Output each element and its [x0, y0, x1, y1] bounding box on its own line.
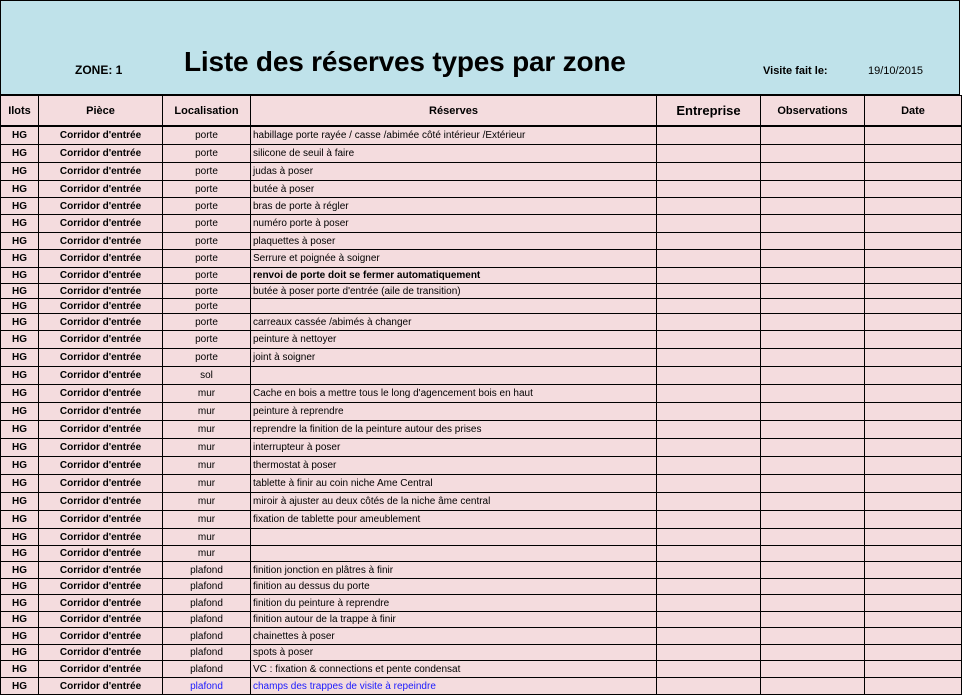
observations-cell[interactable] — [761, 612, 865, 628]
localisation-cell[interactable]: mur — [163, 439, 251, 457]
observations-cell[interactable] — [761, 367, 865, 385]
date-cell[interactable] — [865, 661, 962, 678]
date-cell[interactable] — [865, 457, 962, 475]
ilot-cell[interactable]: HG — [1, 612, 39, 628]
entreprise-cell[interactable] — [657, 493, 761, 511]
localisation-cell[interactable]: porte — [163, 268, 251, 284]
col-header-ilots[interactable]: Ilots — [1, 96, 39, 127]
date-cell[interactable] — [865, 181, 962, 198]
observations-cell[interactable] — [761, 421, 865, 439]
reserve-cell[interactable]: spots à poser — [251, 645, 657, 661]
observations-cell[interactable] — [761, 628, 865, 645]
entreprise-cell[interactable] — [657, 145, 761, 163]
entreprise-cell[interactable] — [657, 678, 761, 695]
reserve-cell[interactable]: thermostat à poser — [251, 457, 657, 475]
piece-cell[interactable]: Corridor d'entrée — [39, 367, 163, 385]
ilot-cell[interactable]: HG — [1, 145, 39, 163]
entreprise-cell[interactable] — [657, 529, 761, 546]
table-row — [1, 349, 962, 367]
table-row — [1, 299, 962, 314]
reserve-cell[interactable]: peinture à nettoyer — [251, 331, 657, 349]
date-cell[interactable] — [865, 439, 962, 457]
date-cell[interactable] — [865, 562, 962, 579]
ilot-cell[interactable]: HG — [1, 215, 39, 233]
observations-cell[interactable] — [761, 511, 865, 529]
entreprise-cell[interactable] — [657, 181, 761, 198]
table-row — [1, 181, 962, 198]
date-cell[interactable] — [865, 678, 962, 695]
table-row — [1, 562, 962, 579]
reserve-cell[interactable]: silicone de seuil à faire — [251, 145, 657, 163]
localisation-cell[interactable]: plafond — [163, 678, 251, 695]
table-row — [1, 439, 962, 457]
reserve-cell[interactable]: Serrure et poignée à soigner — [251, 250, 657, 268]
table-row — [1, 215, 962, 233]
table-row — [1, 268, 962, 284]
entreprise-cell[interactable] — [657, 595, 761, 612]
reserve-cell[interactable]: finition jonction en plâtres à finir — [251, 562, 657, 579]
localisation-cell[interactable]: porte — [163, 250, 251, 268]
piece-cell[interactable]: Corridor d'entrée — [39, 661, 163, 678]
piece-cell[interactable]: Corridor d'entrée — [39, 546, 163, 562]
col-header-piece[interactable]: Pièce — [39, 96, 163, 127]
localisation-cell[interactable]: mur — [163, 403, 251, 421]
ilot-cell[interactable]: HG — [1, 284, 39, 299]
localisation-cell[interactable]: mur — [163, 493, 251, 511]
ilot-cell[interactable]: HG — [1, 126, 39, 145]
localisation-cell[interactable]: plafond — [163, 661, 251, 678]
entreprise-cell[interactable] — [657, 628, 761, 645]
observations-cell[interactable] — [761, 403, 865, 421]
reserve-cell[interactable]: judas à poser — [251, 163, 657, 181]
entreprise-cell[interactable] — [657, 612, 761, 628]
entreprise-cell[interactable] — [657, 233, 761, 250]
reserve-cell[interactable] — [251, 529, 657, 546]
ilot-cell[interactable]: HG — [1, 579, 39, 595]
table-row — [1, 612, 962, 628]
ilot-cell[interactable]: HG — [1, 475, 39, 493]
ilot-cell[interactable]: HG — [1, 511, 39, 529]
observations-cell[interactable] — [761, 299, 865, 314]
table-row — [1, 314, 962, 331]
piece-cell[interactable]: Corridor d'entrée — [39, 163, 163, 181]
localisation-cell[interactable]: mur — [163, 475, 251, 493]
entreprise-cell[interactable] — [657, 250, 761, 268]
entreprise-cell[interactable] — [657, 284, 761, 299]
table-row — [1, 475, 962, 493]
reserve-cell[interactable]: finition du peinture à reprendre — [251, 595, 657, 612]
entreprise-cell[interactable] — [657, 349, 761, 367]
table-row — [1, 385, 962, 403]
observations-cell[interactable] — [761, 645, 865, 661]
observations-cell[interactable] — [761, 546, 865, 562]
reserve-cell[interactable]: fixation de tablette pour ameublement — [251, 511, 657, 529]
piece-cell[interactable]: Corridor d'entrée — [39, 612, 163, 628]
ilot-cell[interactable]: HG — [1, 331, 39, 349]
date-cell[interactable] — [865, 612, 962, 628]
piece-cell[interactable]: Corridor d'entrée — [39, 284, 163, 299]
entreprise-cell[interactable] — [657, 511, 761, 529]
reserve-cell[interactable]: butée à poser — [251, 181, 657, 198]
observations-cell[interactable] — [761, 475, 865, 493]
table-row — [1, 126, 962, 145]
entreprise-cell[interactable] — [657, 546, 761, 562]
ilot-cell[interactable]: HG — [1, 314, 39, 331]
entreprise-cell[interactable] — [657, 403, 761, 421]
date-cell[interactable] — [865, 385, 962, 403]
observations-cell[interactable] — [761, 457, 865, 475]
date-cell[interactable] — [865, 314, 962, 331]
table-row — [1, 493, 962, 511]
piece-cell[interactable]: Corridor d'entrée — [39, 385, 163, 403]
localisation-cell[interactable]: mur — [163, 529, 251, 546]
piece-cell[interactable]: Corridor d'entrée — [39, 678, 163, 695]
entreprise-cell[interactable] — [657, 198, 761, 215]
localisation-cell[interactable]: porte — [163, 145, 251, 163]
observations-cell[interactable] — [761, 439, 865, 457]
date-cell[interactable] — [865, 250, 962, 268]
date-cell[interactable] — [865, 367, 962, 385]
observations-cell[interactable] — [761, 145, 865, 163]
entreprise-cell[interactable] — [657, 367, 761, 385]
observations-cell[interactable] — [761, 349, 865, 367]
ilot-cell[interactable]: HG — [1, 628, 39, 645]
piece-cell[interactable]: Corridor d'entrée — [39, 198, 163, 215]
reserve-cell[interactable]: Cache en bois a mettre tous le long d'agencement bois en haut — [251, 385, 657, 403]
reserve-cell[interactable]: interrupteur à poser — [251, 439, 657, 457]
col-header-reserves[interactable]: Réserves — [251, 96, 657, 127]
piece-cell[interactable]: Corridor d'entrée — [39, 529, 163, 546]
col-header-localisation[interactable]: Localisation — [163, 96, 251, 127]
zone-label: ZONE: 1 — [75, 63, 123, 77]
date-cell[interactable] — [865, 349, 962, 367]
piece-cell[interactable]: Corridor d'entrée — [39, 645, 163, 661]
localisation-cell[interactable]: mur — [163, 421, 251, 439]
piece-cell[interactable]: Corridor d'entrée — [39, 562, 163, 579]
reserve-cell[interactable]: carreaux cassée /abimés à changer — [251, 314, 657, 331]
localisation-cell[interactable]: mur — [163, 546, 251, 562]
col-header-date[interactable]: Date — [865, 96, 962, 127]
entreprise-cell[interactable] — [657, 579, 761, 595]
reserve-cell[interactable]: reprendre la finition de la peinture autour des prises — [251, 421, 657, 439]
localisation-cell[interactable]: plafond — [163, 579, 251, 595]
piece-cell[interactable]: Corridor d'entrée — [39, 595, 163, 612]
reserve-cell[interactable]: chainettes à poser — [251, 628, 657, 645]
table-row — [1, 457, 962, 475]
localisation-cell[interactable]: porte — [163, 215, 251, 233]
observations-cell[interactable] — [761, 493, 865, 511]
table-row — [1, 331, 962, 349]
date-cell[interactable] — [865, 268, 962, 284]
date-cell[interactable] — [865, 198, 962, 215]
localisation-cell[interactable]: plafond — [163, 612, 251, 628]
table-row — [1, 284, 962, 299]
piece-cell[interactable]: Corridor d'entrée — [39, 331, 163, 349]
table-row — [1, 678, 962, 695]
ilot-cell[interactable]: HG — [1, 250, 39, 268]
reserve-cell[interactable]: numéro porte à poser — [251, 215, 657, 233]
table-row — [1, 250, 962, 268]
date-cell[interactable] — [865, 421, 962, 439]
localisation-cell[interactable]: porte — [163, 163, 251, 181]
ilot-cell[interactable]: HG — [1, 385, 39, 403]
piece-cell[interactable]: Corridor d'entrée — [39, 349, 163, 367]
reserve-cell[interactable]: tablette à finir au coin niche Ame Central — [251, 475, 657, 493]
entreprise-cell[interactable] — [657, 314, 761, 331]
entreprise-cell[interactable] — [657, 331, 761, 349]
table-row — [1, 579, 962, 595]
reserve-cell[interactable]: renvoi de porte doit se fermer automatiquement — [251, 268, 657, 284]
table-row — [1, 645, 962, 661]
piece-cell[interactable]: Corridor d'entrée — [39, 439, 163, 457]
localisation-cell[interactable]: sol — [163, 367, 251, 385]
entreprise-cell[interactable] — [657, 562, 761, 579]
reserve-cell[interactable]: champs des trappes de visite à repeindre — [251, 678, 657, 695]
date-cell[interactable] — [865, 645, 962, 661]
piece-cell[interactable]: Corridor d'entrée — [39, 233, 163, 250]
entreprise-cell[interactable] — [657, 163, 761, 181]
table-row — [1, 367, 962, 385]
reserve-cell[interactable]: finition au dessus du porte — [251, 579, 657, 595]
observations-cell[interactable] — [761, 385, 865, 403]
entreprise-cell[interactable] — [657, 457, 761, 475]
piece-cell[interactable]: Corridor d'entrée — [39, 579, 163, 595]
date-cell[interactable] — [865, 233, 962, 250]
observations-cell[interactable] — [761, 529, 865, 546]
table-row — [1, 163, 962, 181]
ilot-cell[interactable]: HG — [1, 493, 39, 511]
entreprise-cell[interactable] — [657, 299, 761, 314]
date-cell[interactable] — [865, 331, 962, 349]
reserves-table — [0, 95, 962, 695]
piece-cell[interactable]: Corridor d'entrée — [39, 181, 163, 198]
ilot-cell[interactable]: HG — [1, 457, 39, 475]
observations-cell[interactable] — [761, 250, 865, 268]
date-cell[interactable] — [865, 145, 962, 163]
date-cell[interactable] — [865, 215, 962, 233]
observations-cell[interactable] — [761, 126, 865, 145]
entreprise-cell[interactable] — [657, 439, 761, 457]
piece-cell[interactable]: Corridor d'entrée — [39, 299, 163, 314]
observations-cell[interactable] — [761, 268, 865, 284]
piece-cell[interactable]: Corridor d'entrée — [39, 250, 163, 268]
ilot-cell[interactable]: HG — [1, 367, 39, 385]
reserve-cell[interactable]: bras de porte à régler — [251, 198, 657, 215]
date-cell[interactable] — [865, 299, 962, 314]
ilot-cell[interactable]: HG — [1, 645, 39, 661]
date-cell[interactable] — [865, 546, 962, 562]
reserve-cell[interactable] — [251, 367, 657, 385]
col-header-observations[interactable]: Observations — [761, 96, 865, 127]
reserve-cell[interactable]: joint à soigner — [251, 349, 657, 367]
reserve-cell[interactable] — [251, 546, 657, 562]
reserve-cell[interactable]: butée à poser porte d'entrée (aile de transition) — [251, 284, 657, 299]
ilot-cell[interactable]: HG — [1, 198, 39, 215]
date-cell[interactable] — [865, 628, 962, 645]
table-row — [1, 403, 962, 421]
piece-cell[interactable]: Corridor d'entrée — [39, 511, 163, 529]
table-row — [1, 511, 962, 529]
ilot-cell[interactable]: HG — [1, 233, 39, 250]
localisation-cell[interactable]: mur — [163, 457, 251, 475]
table-header-row — [1, 96, 962, 127]
entreprise-cell[interactable] — [657, 215, 761, 233]
table-row — [1, 198, 962, 215]
ilot-cell[interactable]: HG — [1, 421, 39, 439]
date-cell[interactable] — [865, 403, 962, 421]
table-row — [1, 233, 962, 250]
table-row — [1, 628, 962, 645]
observations-cell[interactable] — [761, 198, 865, 215]
piece-cell[interactable]: Corridor d'entrée — [39, 475, 163, 493]
reserve-cell[interactable]: plaquettes à poser — [251, 233, 657, 250]
header-banner — [0, 0, 960, 95]
entreprise-cell[interactable] — [657, 475, 761, 493]
ilot-cell[interactable]: HG — [1, 595, 39, 612]
piece-cell[interactable]: Corridor d'entrée — [39, 126, 163, 145]
ilot-cell[interactable]: HG — [1, 181, 39, 198]
col-header-entreprise[interactable]: Entreprise — [657, 96, 761, 127]
reserve-cell[interactable]: habillage porte rayée / casse /abimée côté intérieur /Extérieur — [251, 126, 657, 145]
localisation-cell[interactable]: porte — [163, 181, 251, 198]
reserve-cell[interactable]: peinture à reprendre — [251, 403, 657, 421]
piece-cell[interactable]: Corridor d'entrée — [39, 403, 163, 421]
date-cell[interactable] — [865, 163, 962, 181]
localisation-cell[interactable]: porte — [163, 331, 251, 349]
observations-cell[interactable] — [761, 331, 865, 349]
observations-cell[interactable] — [761, 314, 865, 331]
reserve-cell[interactable]: finition autour de la trappe à finir — [251, 612, 657, 628]
ilot-cell[interactable]: HG — [1, 678, 39, 695]
observations-cell[interactable] — [761, 233, 865, 250]
ilot-cell[interactable]: HG — [1, 403, 39, 421]
entreprise-cell[interactable] — [657, 126, 761, 145]
reserve-cell[interactable]: miroir à ajuster au deux côtés de la niche âme central — [251, 493, 657, 511]
localisation-cell[interactable]: plafond — [163, 562, 251, 579]
observations-cell[interactable] — [761, 215, 865, 233]
localisation-cell[interactable]: porte — [163, 284, 251, 299]
ilot-cell[interactable]: HG — [1, 268, 39, 284]
date-cell[interactable] — [865, 529, 962, 546]
piece-cell[interactable]: Corridor d'entrée — [39, 215, 163, 233]
date-cell[interactable] — [865, 511, 962, 529]
localisation-cell[interactable]: porte — [163, 126, 251, 145]
date-cell[interactable] — [865, 284, 962, 299]
ilot-cell[interactable]: HG — [1, 349, 39, 367]
localisation-cell[interactable]: porte — [163, 349, 251, 367]
table-row — [1, 145, 962, 163]
piece-cell[interactable]: Corridor d'entrée — [39, 421, 163, 439]
observations-cell[interactable] — [761, 562, 865, 579]
table-row — [1, 661, 962, 678]
localisation-cell[interactable]: plafond — [163, 595, 251, 612]
piece-cell[interactable]: Corridor d'entrée — [39, 457, 163, 475]
entreprise-cell[interactable] — [657, 268, 761, 284]
observations-cell[interactable] — [761, 595, 865, 612]
piece-cell[interactable]: Corridor d'entrée — [39, 493, 163, 511]
observations-cell[interactable] — [761, 284, 865, 299]
date-cell[interactable] — [865, 126, 962, 145]
localisation-cell[interactable]: plafond — [163, 645, 251, 661]
entreprise-cell[interactable] — [657, 421, 761, 439]
entreprise-cell[interactable] — [657, 385, 761, 403]
reserve-cell[interactable]: VC : fixation & connections et pente condensat — [251, 661, 657, 678]
observations-cell[interactable] — [761, 163, 865, 181]
observations-cell[interactable] — [761, 181, 865, 198]
ilot-cell[interactable]: HG — [1, 163, 39, 181]
visit-label: Visite fait le: — [763, 65, 828, 77]
piece-cell[interactable]: Corridor d'entrée — [39, 314, 163, 331]
localisation-cell[interactable]: porte — [163, 198, 251, 215]
page-title: Liste des réserves types par zone — [184, 46, 626, 77]
ilot-cell[interactable]: HG — [1, 529, 39, 546]
localisation-cell[interactable]: porte — [163, 233, 251, 250]
ilot-cell[interactable]: HG — [1, 562, 39, 579]
observations-cell[interactable] — [761, 661, 865, 678]
entreprise-cell[interactable] — [657, 645, 761, 661]
table-row — [1, 595, 962, 612]
localisation-cell[interactable]: mur — [163, 385, 251, 403]
date-cell[interactable] — [865, 475, 962, 493]
table-row — [1, 529, 962, 546]
localisation-cell[interactable]: plafond — [163, 628, 251, 645]
table-row — [1, 546, 962, 562]
piece-cell[interactable]: Corridor d'entrée — [39, 628, 163, 645]
ilot-cell[interactable]: HG — [1, 546, 39, 562]
visit-date[interactable]: 19/10/2015 — [868, 65, 924, 77]
table-row — [1, 421, 962, 439]
reserve-cell[interactable] — [251, 299, 657, 314]
ilot-cell[interactable]: HG — [1, 661, 39, 678]
date-cell[interactable] — [865, 579, 962, 595]
localisation-cell[interactable]: porte — [163, 299, 251, 314]
observations-cell[interactable] — [761, 678, 865, 695]
piece-cell[interactable]: Corridor d'entrée — [39, 268, 163, 284]
observations-cell[interactable] — [761, 579, 865, 595]
ilot-cell[interactable]: HG — [1, 299, 39, 314]
entreprise-cell[interactable] — [657, 661, 761, 678]
ilot-cell[interactable]: HG — [1, 439, 39, 457]
piece-cell[interactable]: Corridor d'entrée — [39, 145, 163, 163]
date-cell[interactable] — [865, 493, 962, 511]
date-cell[interactable] — [865, 595, 962, 612]
localisation-cell[interactable]: mur — [163, 511, 251, 529]
localisation-cell[interactable]: porte — [163, 314, 251, 331]
